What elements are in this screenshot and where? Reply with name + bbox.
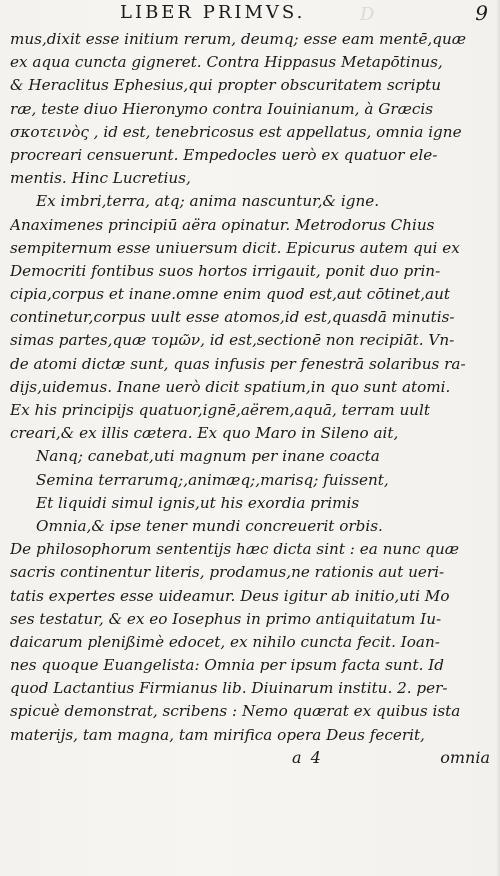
- text-line: procreari censuerunt. Empedocles uerò ex quatuor ele-: [10, 145, 438, 164]
- running-head: LIBER PRIMVS.: [120, 2, 306, 23]
- text-line: De philosophorum sententijs hæc dicta sint : ea nunc quæ: [10, 540, 460, 559]
- text-line: creari,& ex illis cætera. Ex quo Maro in Sileno ait,: [10, 424, 399, 443]
- text-line: σκοτεινὸς , id est, tenebricosus est appellatus, omnia igne: [10, 122, 462, 141]
- text-line: de atomi dictæ sunt, quas infusis per fenestrā solaribus ra-: [10, 354, 466, 373]
- text-line: Anaximenes principiū aëra opinatur. Metrodorus Chius: [10, 215, 435, 234]
- page-footer: [0, 748, 500, 778]
- text-block: [10, 28, 490, 747]
- text-line: simas partes,quæ τομῶν, id est,sectionē non recipiāt. Vn-: [10, 331, 455, 350]
- text-line: & Heraclitus Ephesius,qui propter obscuritatem scriptu: [10, 76, 442, 95]
- page-header: [0, 0, 500, 26]
- text-line: daicarum plenißimè edocet, ex nihilo cuncta fecit. Ioan-: [10, 632, 440, 651]
- text-line: sempiternum esse uniuersum dicit. Epicurus autem qui ex: [10, 238, 460, 257]
- verse-line: Omnia,& ipse tener mundi concreuerit orbis.: [36, 516, 383, 535]
- catchword: omnia: [440, 748, 490, 767]
- text-line: Democriti fontibus suos hortos irrigauit, ponit duo prin-: [10, 261, 441, 280]
- verse-line: Nanq; canebat,uti magnum per inane coacta: [36, 447, 380, 466]
- text-line: dijs,uidemus. Inane uerò dicit spatium,in quo sunt atomi.: [10, 377, 451, 396]
- signature-mark: a 4: [292, 748, 323, 767]
- text-line: Ex his principijs quatuor,ignē,aërem,aquā, terram uult: [10, 401, 431, 419]
- text-line: nes quoque Euangelista: Omnia per ipsum facta sunt. Id: [10, 656, 444, 675]
- text-line: ex aqua cuncta gigneret. Contra Hippasus Metapōtinus,: [10, 53, 443, 72]
- text-line: mus,dixit esse initium rerum, deumq; esse eam mentē,quæ: [10, 30, 467, 48]
- page-edge-shadow: [496, 0, 500, 876]
- text-line: continetur,corpus uult esse atomos,id est,quasdā minutis-: [10, 308, 455, 327]
- text-line: materijs, tam magna, tam mirifica opera Deus fecerit,: [10, 725, 425, 744]
- text-line: cipia,corpus et inane.omne enim quod est,aut cōtinet,aut: [10, 285, 450, 304]
- text-line: quod Lactantius Firmianus lib. Diuinarum institu. 2. per-: [10, 679, 448, 698]
- verse-line: Semina terrarumq;,animæq;,marisq; fuissent,: [36, 470, 389, 489]
- text-line: sacris continentur literis, prodamus,ne rationis aut ueri-: [10, 563, 445, 582]
- verse-line: Et liquidi simul ignis,ut his exordia primis: [36, 493, 360, 512]
- text-line: mentis. Hinc Lucretius,: [10, 169, 191, 188]
- text-line: tatis expertes esse uideamur. Deus igitur ab initio,uti Mo: [10, 586, 450, 605]
- text-line: spicuè demonstrat, scribens : Nemo quærat ex quibus ista: [10, 702, 461, 721]
- folio-number: 9: [475, 1, 488, 25]
- text-line: ses testatur, & ex eo Iosephus in primo antiquitatum Iu-: [10, 609, 442, 628]
- text-line: ræ, teste diuo Hieronymo contra Iouinianum, à Græcis: [10, 99, 434, 118]
- show-through-ghost-text: D: [360, 4, 375, 25]
- verse-line: Ex imbri,terra, atq; anima nascuntur,& igne.: [36, 192, 380, 211]
